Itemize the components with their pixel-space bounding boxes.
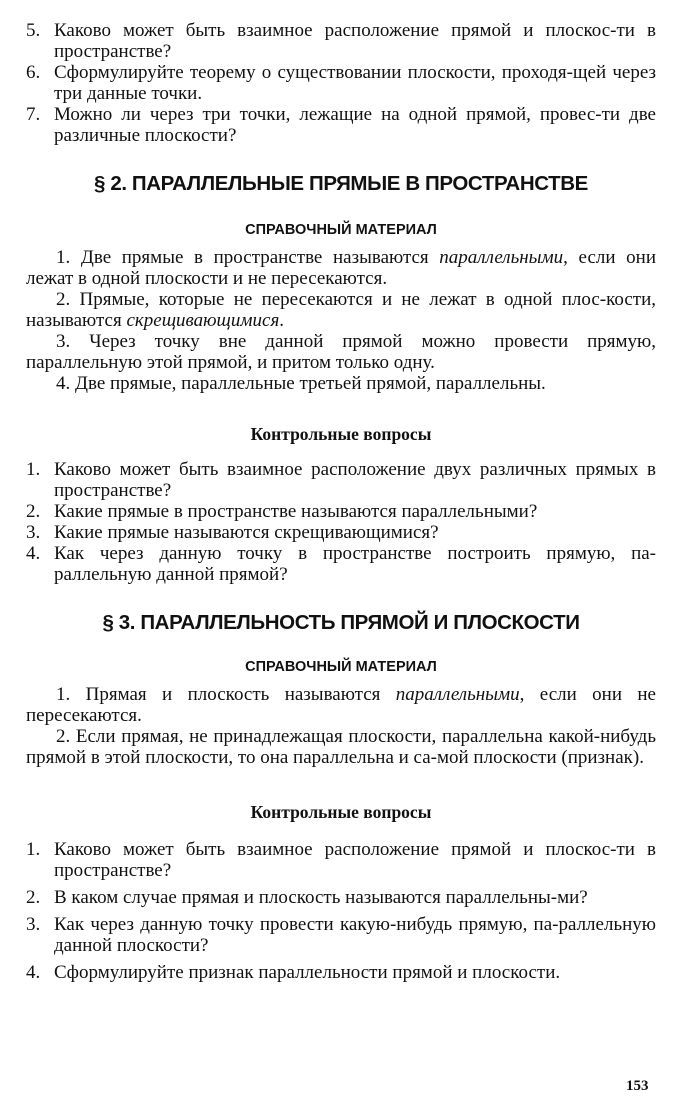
item-number: 6.: [26, 62, 41, 83]
list-item: [26, 839, 656, 881]
item-text: Как через данную точку провести какую-нибудь прямую, па-раллельную данной плоскости?: [54, 914, 656, 956]
section-3-questions: [26, 839, 656, 983]
section-3-title: § 3. ПАРАЛЛЕЛЬНОСТЬ ПРЯМОЙ И ПЛОСКОСТИ: [102, 611, 580, 634]
list-item: [26, 962, 656, 983]
reference-paragraph: 2. Если прямая, не принадлежащая плоскости, параллельна какой-нибудь прямой в этой плоскости, то она параллельна и са-мой плоскости (признак).: [26, 726, 656, 768]
item-number: 5.: [26, 20, 41, 41]
list-item: [26, 887, 656, 908]
section-3-reference: [26, 684, 656, 768]
item-number: 2.: [26, 887, 41, 908]
reference-paragraph: 4. Две прямые, параллельные третьей прямой, параллельны.: [56, 373, 546, 394]
section-2-questions-heading: Контрольные вопросы: [250, 424, 432, 444]
item-text: Сформулируйте теорему о существовании плоскости, проходя-щей через три данные точки.: [54, 62, 656, 104]
section-2-questions: [26, 459, 656, 585]
top-questions-list: [26, 20, 656, 146]
list-item: [26, 543, 656, 585]
section-2-title: § 2. ПАРАЛЛЕЛЬНЫЕ ПРЯМЫЕ В ПРОСТРАНСТВЕ: [94, 172, 588, 195]
reference-paragraph: 3. Через точку вне данной прямой можно провести прямую, параллельную этой прямой, и притом только одну.: [26, 331, 656, 373]
item-text: Каково может быть взаимное расположение прямой и плоскос-ти в пространстве?: [54, 20, 656, 62]
section-3-questions-heading: Контрольные вопросы: [250, 802, 432, 822]
page-content: [26, 20, 656, 983]
reference-paragraph: 1. Прямая и плоскость называются параллельными, если они не пересекаются.: [26, 684, 656, 726]
term-italic: скрещивающимися: [126, 310, 280, 331]
item-number: 4.: [26, 962, 41, 983]
item-number: 1.: [26, 839, 41, 860]
item-text: Каково может быть взаимное расположение прямой и плоскос-ти в пространстве?: [54, 839, 656, 881]
section-3-reference-heading: СПРАВОЧНЫЙ МАТЕРИАЛ: [245, 659, 437, 675]
term-italic: параллельными: [395, 684, 520, 705]
reference-paragraph: 2. Прямые, которые не пересекаются и не лежат в одной плос-кости, называются скрещивающимися.: [26, 289, 656, 331]
item-number: 4.: [26, 543, 41, 564]
item-text: Какие прямые в пространстве называются параллельными?: [54, 501, 538, 522]
list-item: [26, 914, 656, 956]
page-number: 153: [626, 1078, 649, 1094]
list-item: [26, 20, 656, 62]
item-text: Каково может быть взаимное расположение двух различных прямых в пространстве?: [54, 459, 656, 501]
item-number: 7.: [26, 104, 41, 125]
item-number: 3.: [26, 914, 41, 935]
item-text: Можно ли через три точки, лежащие на одной прямой, провес-ти две различные плоскости?: [54, 104, 656, 146]
item-number: 1.: [26, 459, 41, 480]
section-2-reference-heading: СПРАВОЧНЫЙ МАТЕРИАЛ: [245, 222, 437, 238]
item-number: 2.: [26, 501, 41, 522]
item-number: 3.: [26, 522, 41, 543]
item-text: Как через данную точку в пространстве построить прямую, па-раллельную данной прямой?: [54, 543, 656, 585]
list-item: [26, 62, 656, 104]
term-italic: параллельными: [439, 247, 564, 268]
section-2-reference: [26, 247, 656, 394]
list-item: [26, 459, 656, 501]
item-text: В каком случае прямая и плоскость называются параллельны-ми?: [54, 887, 588, 908]
list-item: [26, 104, 656, 146]
list-item: [26, 501, 656, 522]
reference-paragraph: 1. Две прямые в пространстве называются параллельными, если они лежат в одной плоскости и не пересекаются.: [26, 247, 656, 289]
item-text: Сформулируйте признак параллельности прямой и плоскости.: [54, 962, 561, 983]
list-item: [26, 522, 656, 543]
item-text: Какие прямые называются скрещивающимися?: [54, 522, 439, 543]
